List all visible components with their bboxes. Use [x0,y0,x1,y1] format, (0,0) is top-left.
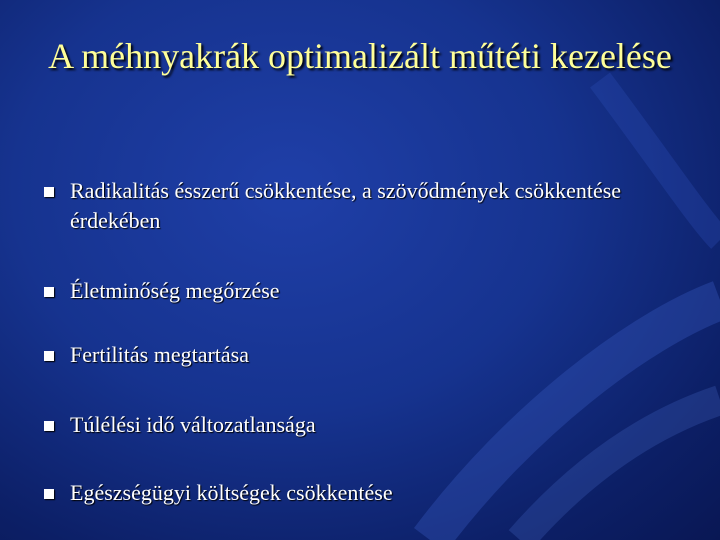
square-bullet-icon [44,287,54,297]
square-bullet-icon [44,187,54,197]
bullet-text: Fertilitás megtartása [70,342,249,367]
bullet-text: Életminőség megőrzése [70,278,280,303]
square-bullet-icon [44,421,54,431]
square-bullet-icon [44,489,54,499]
bullet-text: Egészségügyi költségek csökkentése [70,480,393,505]
square-bullet-icon [44,351,54,361]
bullet-text: Túlélési idő változatlansága [70,412,316,437]
slide-title: A méhnyakrák optimalizált műtéti kezelése [48,36,672,76]
bullet-text: Radikalitás ésszerű csökkentése, a szövődmények csökkentése érdekében [70,178,622,233]
